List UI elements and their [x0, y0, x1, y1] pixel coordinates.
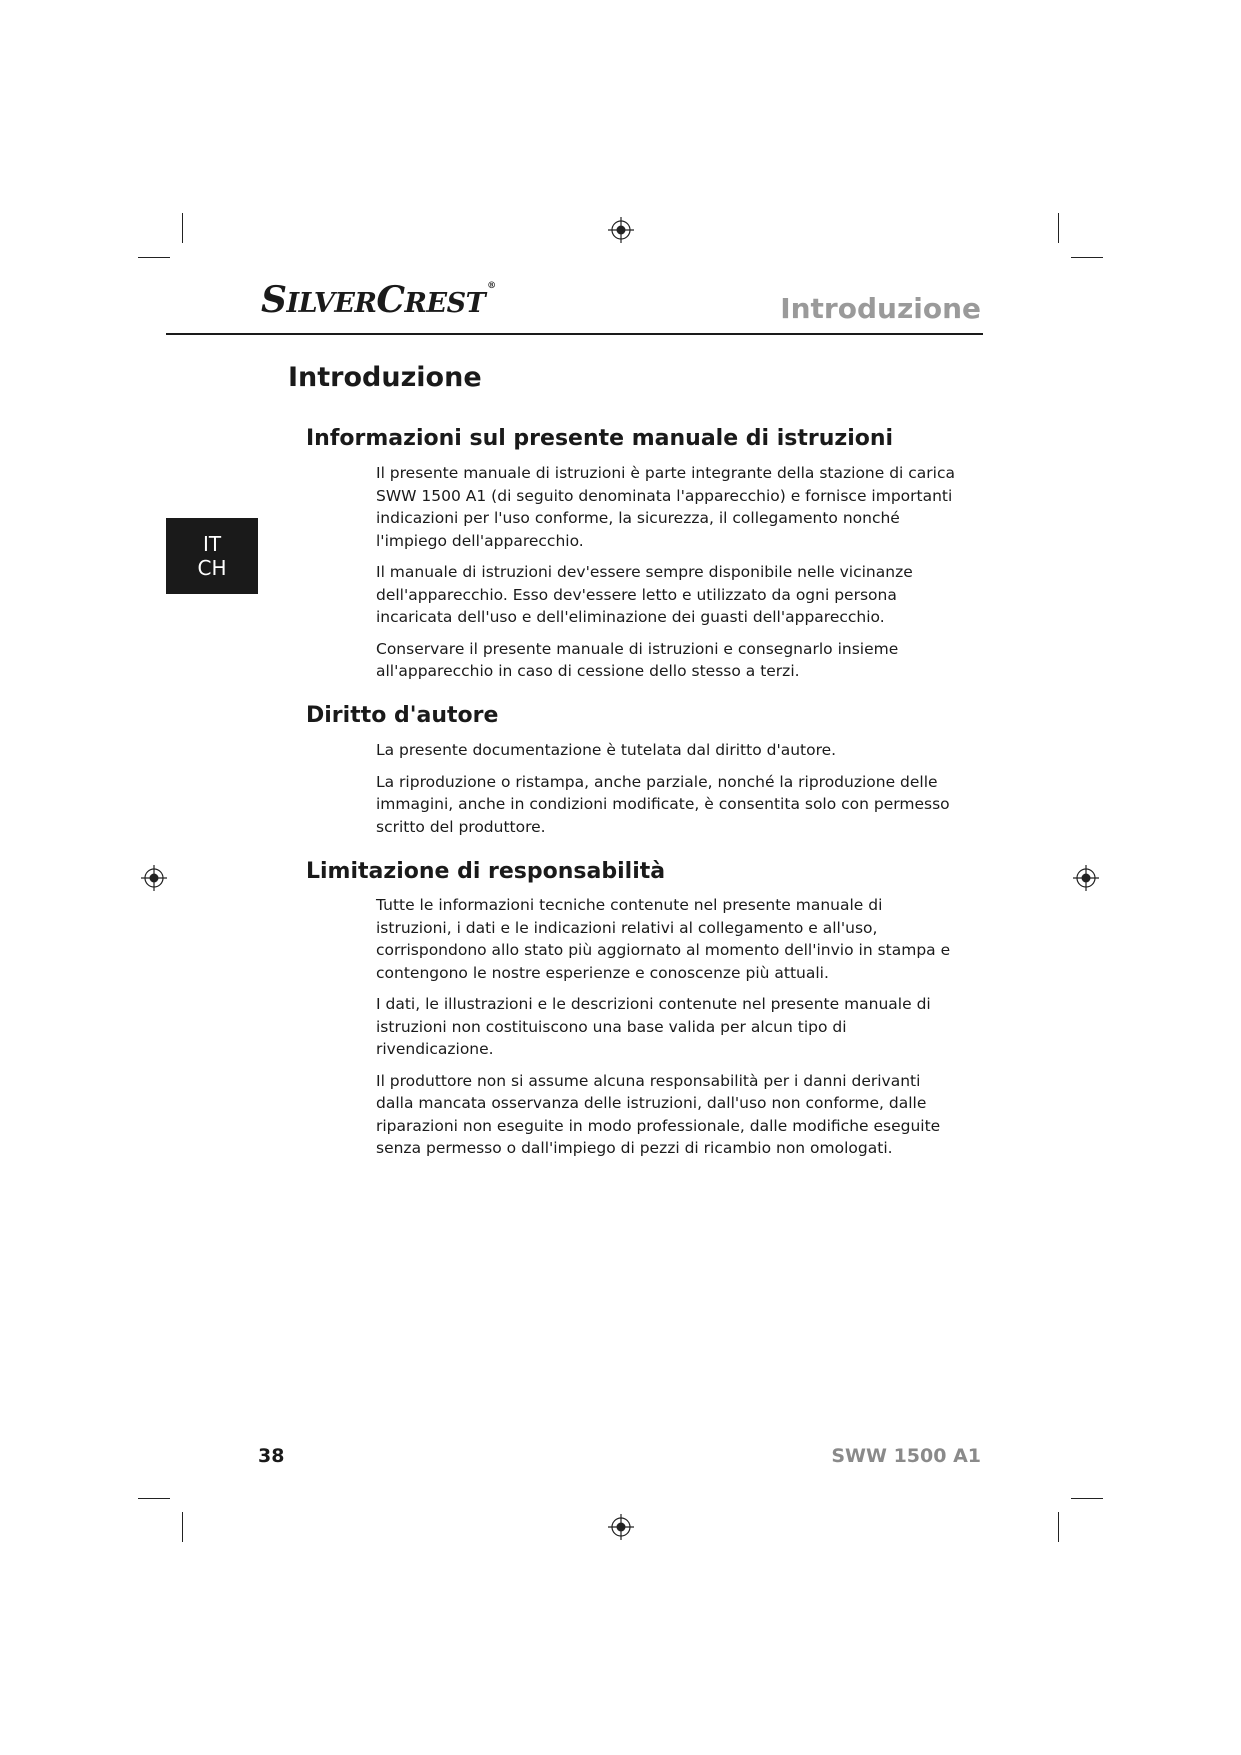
paragraph: Il presente manuale di istruzioni è parte integrante della stazione di carica SWW 1500 A1 (di seguito denominata l'apparecchio) e fornisce importanti indicazioni per l'uso conforme, la sicurezza, il collegamento nonché l'impiego dell'apparecchio. [376, 464, 956, 550]
crop-mark [138, 257, 170, 258]
section-body [376, 894, 956, 1169]
registration-mark-icon [141, 865, 167, 891]
registration-mark-icon [608, 217, 634, 243]
crop-mark [1071, 257, 1103, 258]
section-body [376, 462, 956, 692]
paragraph: Il manuale di istruzioni dev'essere sempre disponibile nelle vicinanze dell'apparecchio. Esso dev'essere letto e utilizzato da ogni persona incaricata dell'uso e dell'eliminazione dei guasti dell'apparecchio. [376, 563, 913, 626]
crop-mark [1058, 213, 1059, 243]
section-heading: Limitazione di responsabilità [306, 859, 666, 884]
language-code-ch: CH [197, 556, 227, 580]
model-name: SWW 1500 A1 [831, 1445, 981, 1467]
header-section-title: Introduzione [780, 292, 981, 325]
crop-mark [138, 1498, 170, 1499]
paragraph: Conservare il presente manuale di istruzioni e consegnarlo insieme all'apparecchio in caso di cessione dello stesso a terzi. [376, 639, 899, 680]
language-code-it: IT [202, 532, 222, 556]
paragraph: La riproduzione o ristampa, anche parziale, nonché la riproduzione delle immagini, anche in condizioni modificate, è consentita solo con permesso scritto del produttore. [376, 772, 950, 836]
crop-mark [1058, 1512, 1059, 1542]
page-number: 38 [258, 1445, 285, 1467]
crop-mark [182, 1512, 183, 1542]
paragraph: La presente documentazione è tutelata dal diritto d'autore. [376, 741, 837, 759]
paragraph: I dati, le illustrazioni e le descrizioni contenute nel presente manuale di istruzioni non costituiscono una base valida per alcun tipo di rivendicazione. [376, 995, 931, 1058]
page-title: Introduzione [288, 362, 482, 393]
brand-logo: SILVERCREST® [261, 279, 496, 321]
section-heading: Informazioni sul presente manuale di istruzioni [306, 426, 894, 451]
section-heading: Diritto d'autore [306, 703, 499, 728]
registration-mark-icon [608, 1514, 634, 1540]
registration-mark-icon [1073, 865, 1099, 891]
paragraph: Tutte le informazioni tecniche contenute nel presente manuale di istruzioni, i dati e le indicazioni relativi al collegamento e all'uso, corrispondono allo stato più aggiornato al momento dell'invio in stampa e contengono le nostre esperienze e conoscenze più attuali. [376, 896, 951, 982]
section-body [376, 739, 956, 847]
language-tab [166, 518, 258, 594]
header-divider [166, 333, 983, 335]
paragraph: Il produttore non si assume alcuna responsabilità per i danni derivanti dalla mancata osservanza delle istruzioni, dall'uso non conforme, dalle riparazioni non eseguite in modo professionale, dalle modifiche eseguite senza permesso o dall'impiego di pezzi di ricambio non omologati. [376, 1071, 941, 1157]
crop-mark [1071, 1498, 1103, 1499]
crop-mark [182, 213, 183, 243]
